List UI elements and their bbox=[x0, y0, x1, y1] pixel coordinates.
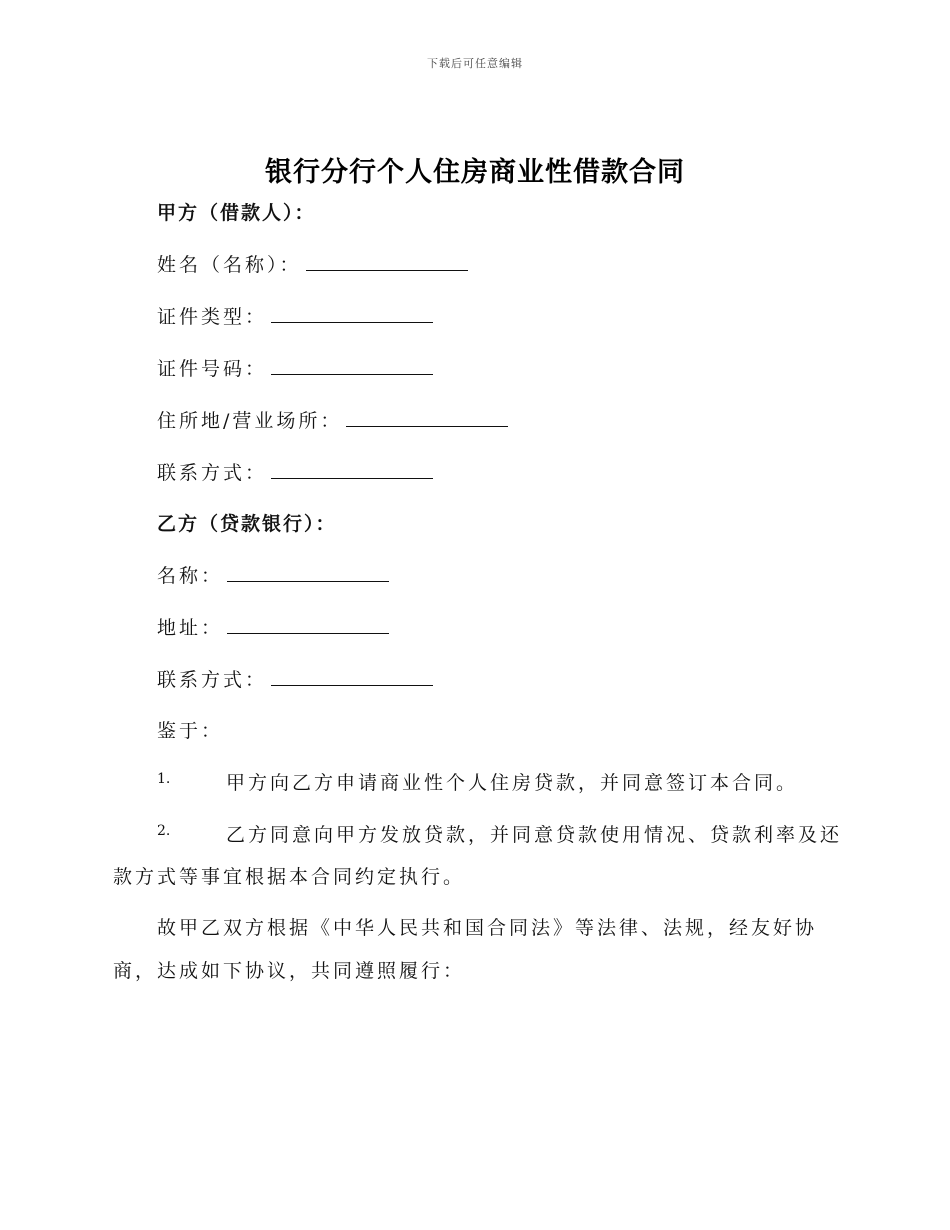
party-a-address-label: 住所地/营业场所： bbox=[157, 410, 343, 432]
party-a-contact-blank[interactable] bbox=[271, 460, 433, 479]
whereas-item-2-text-line1: 乙方同意向甲方发放贷款，并同意贷款使用情况、贷款利率及还 bbox=[226, 824, 843, 846]
party-b-heading: 乙方（贷款银行）： bbox=[157, 513, 337, 535]
party-a-id-number-row bbox=[157, 354, 433, 381]
party-a-id-number-label: 证件号码： bbox=[157, 358, 268, 380]
whereas-item-2-number: 2. bbox=[157, 823, 171, 839]
party-a-contact-label: 联系方式： bbox=[157, 462, 268, 484]
party-a-heading: 甲方（借款人）： bbox=[157, 202, 316, 224]
party-a-name-blank[interactable] bbox=[306, 252, 468, 271]
party-b-address-label: 地址： bbox=[157, 617, 224, 639]
party-b-address-blank[interactable] bbox=[227, 615, 389, 634]
whereas-item-1-text: 甲方向乙方申请商业性个人住房贷款，并同意签订本合同。 bbox=[226, 772, 799, 794]
party-a-contact-row bbox=[157, 458, 433, 485]
conclusion-line2: 商，达成如下协议，共同遵照履行： bbox=[113, 960, 466, 982]
party-a-id-number-blank[interactable] bbox=[271, 356, 433, 375]
party-a-name-label: 姓名（名称）： bbox=[157, 254, 302, 276]
party-b-name-row bbox=[157, 561, 389, 588]
party-a-address-blank[interactable] bbox=[346, 408, 508, 427]
party-b-contact-row bbox=[157, 665, 433, 692]
party-a-name-row bbox=[157, 250, 468, 277]
document-title: 银行分行个人住房商业性借款合同 bbox=[265, 157, 685, 188]
party-b-contact-blank[interactable] bbox=[271, 667, 433, 686]
whereas-label: 鉴于： bbox=[157, 720, 224, 742]
conclusion-line1: 故甲乙双方根据《中华人民共和国合同法》等法律、法规，经友好协 bbox=[157, 917, 818, 939]
party-a-id-type-row bbox=[157, 302, 433, 329]
party-a-id-type-blank[interactable] bbox=[271, 304, 433, 323]
whereas-item-1-number: 1. bbox=[157, 771, 171, 787]
party-b-contact-label: 联系方式： bbox=[157, 669, 268, 691]
party-b-name-blank[interactable] bbox=[227, 563, 389, 582]
party-b-name-label: 名称： bbox=[157, 565, 224, 587]
header-note: 下载后可任意编辑 bbox=[427, 57, 523, 70]
party-b-address-row bbox=[157, 613, 389, 640]
whereas-item-2-text-line2: 款方式等事宜根据本合同约定执行。 bbox=[113, 866, 466, 888]
party-a-address-row bbox=[157, 406, 508, 433]
party-a-id-type-label: 证件类型： bbox=[157, 306, 268, 328]
